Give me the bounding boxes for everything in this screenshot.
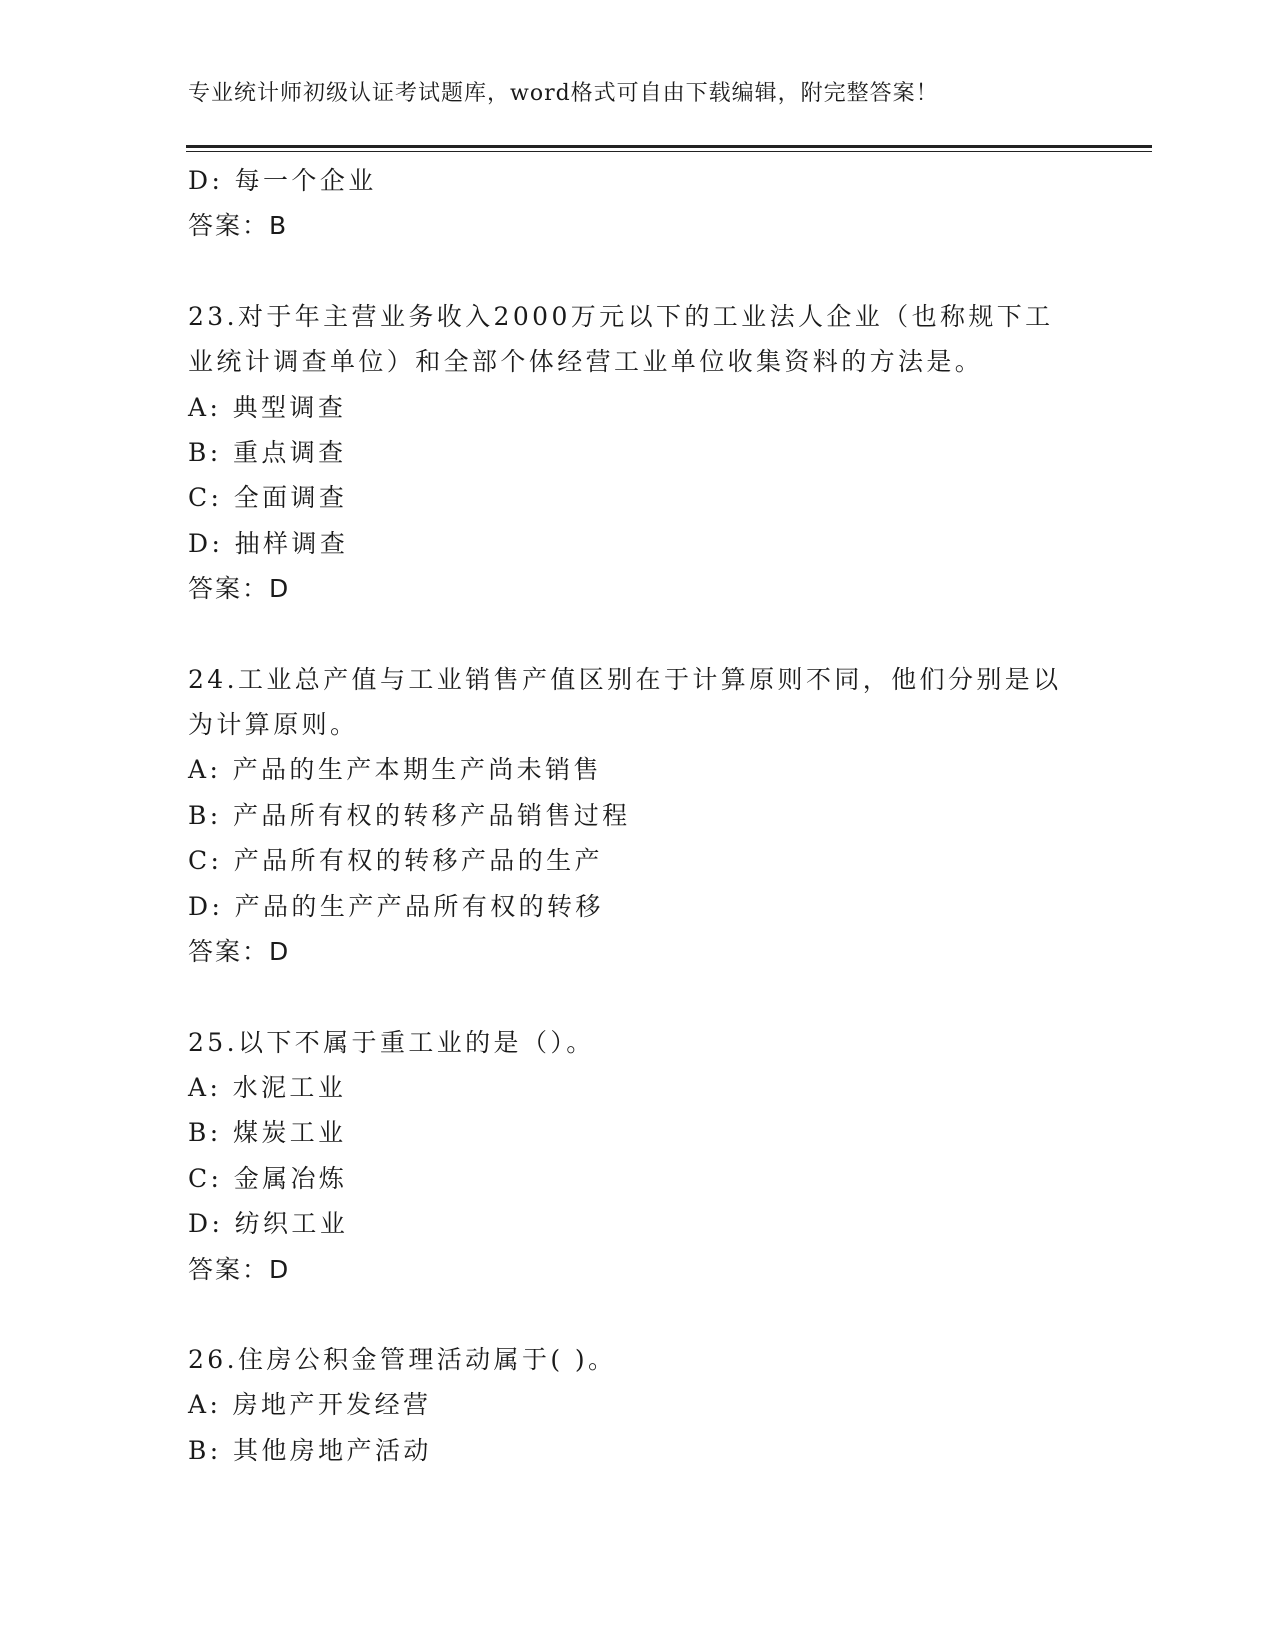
question-text: 25.以下不属于重工业的是（）。 <box>188 1027 595 1057</box>
question-text: 26.住房公积金管理活动属于( )。 <box>188 1344 617 1374</box>
option-a: A: 典型调查 <box>188 392 347 422</box>
page-header: 专业统计师初级认证考试题库，word格式可自由下载编辑，附完整答案！ <box>188 81 939 106</box>
question-23 <box>188 294 1088 612</box>
question-list <box>188 158 1088 1473</box>
option-c: C: 全面调查 <box>188 483 348 513</box>
option-d: D: 产品的生产产品所有权的转移 <box>188 891 604 921</box>
option-a: A: 水泥工业 <box>188 1072 347 1102</box>
question-26 <box>188 1337 1088 1473</box>
option-a: A: 产品的生产本期生产尚未销售 <box>188 755 602 785</box>
answer: 答案：D <box>188 1254 291 1284</box>
header-rule-thin <box>186 151 1152 152</box>
question-text: 23.对于年主营业务收入2000万元以下的工业法人企业（也称规下工 <box>188 301 1054 331</box>
question-text: 24.工业总产值与工业销售产值区别在于计算原则不同，他们分别是以 <box>188 664 1062 694</box>
option-a: A: 房地产开发经营 <box>188 1390 432 1420</box>
answer: 答案：B <box>188 211 289 241</box>
option-b: B: 其他房地产活动 <box>188 1435 432 1465</box>
question-24 <box>188 657 1088 975</box>
option-b: B: 产品所有权的转移产品销售过程 <box>188 800 631 830</box>
answer: 答案：D <box>188 574 291 604</box>
question-text: 为计算原则。 <box>188 710 359 740</box>
option-d: D: 抽样调查 <box>188 528 349 558</box>
header-rule-thick <box>186 145 1152 148</box>
option-d: D: 每一个企业 <box>188 166 377 195</box>
answer: 答案：D <box>188 937 291 967</box>
question-25 <box>188 1020 1088 1292</box>
option-c: C: 金属冶炼 <box>188 1163 348 1193</box>
option-d: D: 纺织工业 <box>188 1209 349 1239</box>
option-b: B: 煤炭工业 <box>188 1118 347 1148</box>
option-c: C: 产品所有权的转移产品的生产 <box>188 846 603 876</box>
option-b: B: 重点调查 <box>188 438 347 468</box>
question-text: 业统计调查单位）和全部个体经营工业单位收集资料的方法是。 <box>188 347 984 377</box>
